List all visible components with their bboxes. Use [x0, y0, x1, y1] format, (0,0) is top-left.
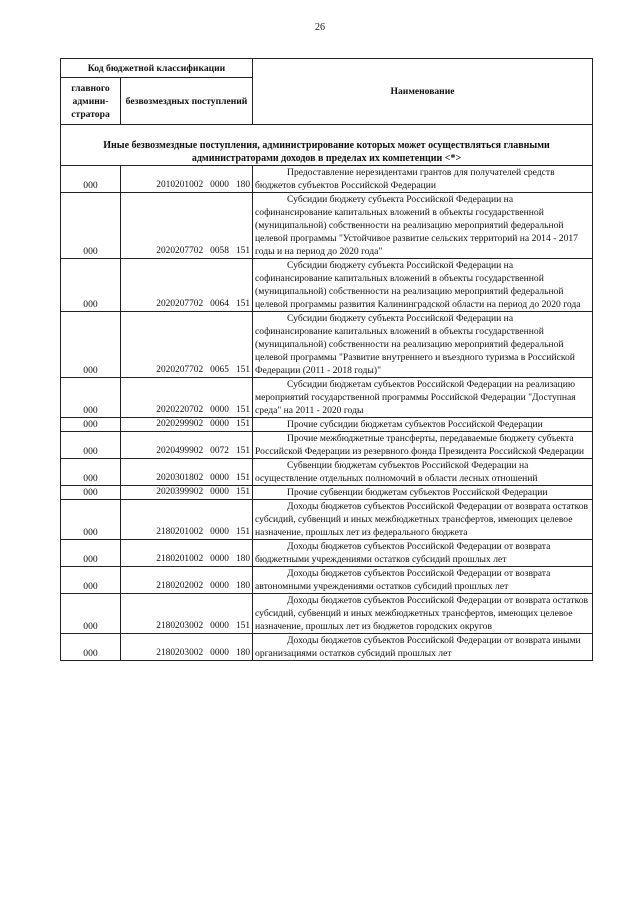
name-text: Субсидии бюджету субъекта Российской Федерации на софинансирование капитальных вложений в объекты государственной (муниципальной) собственности на реализацию мероприятий федеральной целевой программы "Устойчивое развитие сельских территорий на 2014 - 2017 годы и на период до 2020 года" [255, 194, 578, 257]
table-row [61, 540, 593, 567]
name-text: Доходы бюджетов субъектов Российской Федерации от возврата остатков субсидий, субвенций и иных межбюджетных трансфертов, имеющих целевое назначение, прошлых лет из федерального бюджета [255, 501, 589, 538]
section-title: Иные безвозмездные поступления, администрирование которых может осуществляться главными администраторами доходов в пределах их компетенции <*> [61, 125, 593, 166]
receipt-code-cell: 2020220702 0000 151 [121, 378, 253, 418]
name-cell [253, 540, 593, 567]
section-row [61, 125, 593, 166]
receipt-code-cell: 2180203002 0000 151 [121, 594, 253, 634]
name-text: Субсидии бюджету субъекта Российской Федерации на софинансирование капитальных вложений в объекты государственной (муниципальной) собственности на реализацию мероприятий федеральной целевой программы "Развитие внутреннего и въездного туризма в Российской Федерации (2011 - 2018 годы)" [255, 313, 575, 376]
admin-code-cell: 000 [61, 500, 121, 540]
name-text: Субвенции бюджетам субъектов Российской Федерации на осуществление отдельных полномочий в области лесных отношений [255, 460, 538, 484]
table-row [61, 378, 593, 418]
name-text: Доходы бюджетов субъектов Российской Федерации от возврата остатков субсидий, субвенций и иных межбюджетных трансфертов, имеющих целевое назначение, прошлых лет из бюджетов городских округов [255, 595, 589, 632]
name-cell [253, 567, 593, 594]
receipt-code-cell: 2020299902 0000 151 [121, 418, 253, 432]
header-classification-code: Код бюджетной классификации [61, 59, 253, 78]
header-row-1 [61, 59, 593, 78]
table-row [61, 594, 593, 634]
receipt-code-cell: 2180201002 0000 151 [121, 500, 253, 540]
receipt-code-cell: 2180202002 0000 180 [121, 567, 253, 594]
receipt-code-cell: 2180201002 0000 180 [121, 540, 253, 567]
name-text: Предоставление нерезидентами грантов для получателей средств бюджетов субъектов Российской Федерации [255, 167, 555, 191]
name-cell [253, 432, 593, 459]
name-cell [253, 259, 593, 312]
admin-code-cell: 000 [61, 432, 121, 459]
name-cell [253, 166, 593, 193]
receipt-code-cell: 2180203002 0000 180 [121, 634, 253, 661]
admin-code-cell: 000 [61, 540, 121, 567]
receipt-code-cell: 2020399902 0000 151 [121, 486, 253, 500]
table-row [61, 259, 593, 312]
name-cell [253, 594, 593, 634]
admin-code-cell: 000 [61, 312, 121, 378]
receipt-code-cell: 2020499902 0072 151 [121, 432, 253, 459]
name-text: Доходы бюджетов субъектов Российской Федерации от возврата иными организациями остатков субсидий прошлых лет [255, 635, 581, 659]
name-text: Прочие межбюджетные трансферты, передаваемые бюджету субъекта Российской Федерации из резервного фонда Президента Российской Федерации [255, 433, 585, 457]
receipt-code-cell: 2010201002 0000 180 [121, 166, 253, 193]
name-text: Субсидии бюджету субъекта Российской Федерации на софинансирование капитальных вложений в объекты государственной (муниципальной) собственности на реализацию мероприятий федеральной целевой программы развития Калининградской области на период до 2020 года [255, 260, 581, 310]
admin-code-cell: 000 [61, 193, 121, 259]
admin-code-cell: 000 [61, 259, 121, 312]
name-cell [253, 500, 593, 540]
receipt-code-cell: 2020301802 0000 151 [121, 459, 253, 486]
table-row [61, 193, 593, 259]
name-cell [253, 312, 593, 378]
name-cell [253, 486, 593, 500]
receipt-code-cell: 2020207702 0065 151 [121, 312, 253, 378]
name-text: Прочие субвенции бюджетам субъектов Российской Федерации [287, 487, 548, 498]
admin-code-cell: 000 [61, 486, 121, 500]
table-row [61, 567, 593, 594]
table-row [61, 312, 593, 378]
header-admin: главного админи-стратора [61, 78, 121, 125]
admin-code-cell: 000 [61, 378, 121, 418]
table-row [61, 459, 593, 486]
name-cell [253, 193, 593, 259]
name-text: Субсидии бюджетам субъектов Российской Федерации на реализацию мероприятий государственной программы Российской Федерации "Доступная среда" на 2011 - 2020 годы [255, 379, 576, 416]
page-number: 26 [315, 22, 325, 33]
name-text: Прочие субсидии бюджетам субъектов Российской Федерации [287, 419, 543, 430]
name-cell [253, 378, 593, 418]
budget-classification-table [60, 58, 593, 661]
table-row [61, 418, 593, 432]
name-cell [253, 418, 593, 432]
table-row [61, 500, 593, 540]
name-text: Доходы бюджетов субъектов Российской Федерации от возврата автономными учреждениями остатков субсидий прошлых лет [255, 568, 551, 592]
admin-code-cell: 000 [61, 594, 121, 634]
admin-code-cell: 000 [61, 166, 121, 193]
admin-code-cell: 000 [61, 634, 121, 661]
admin-code-cell: 000 [61, 418, 121, 432]
table-row [61, 486, 593, 500]
admin-code-cell: 000 [61, 459, 121, 486]
admin-code-cell: 000 [61, 567, 121, 594]
header-name: Наименование [253, 59, 593, 125]
receipt-code-cell: 2020207702 0064 151 [121, 259, 253, 312]
name-text: Доходы бюджетов субъектов Российской Федерации от возврата бюджетными учреждениями остатков субсидий прошлых лет [255, 541, 551, 565]
table-row [61, 166, 593, 193]
receipt-code-cell: 2020207702 0058 151 [121, 193, 253, 259]
table-row [61, 432, 593, 459]
table-row [61, 634, 593, 661]
name-cell [253, 634, 593, 661]
name-cell [253, 459, 593, 486]
header-receipts: безвозмездных поступлений [121, 78, 253, 125]
